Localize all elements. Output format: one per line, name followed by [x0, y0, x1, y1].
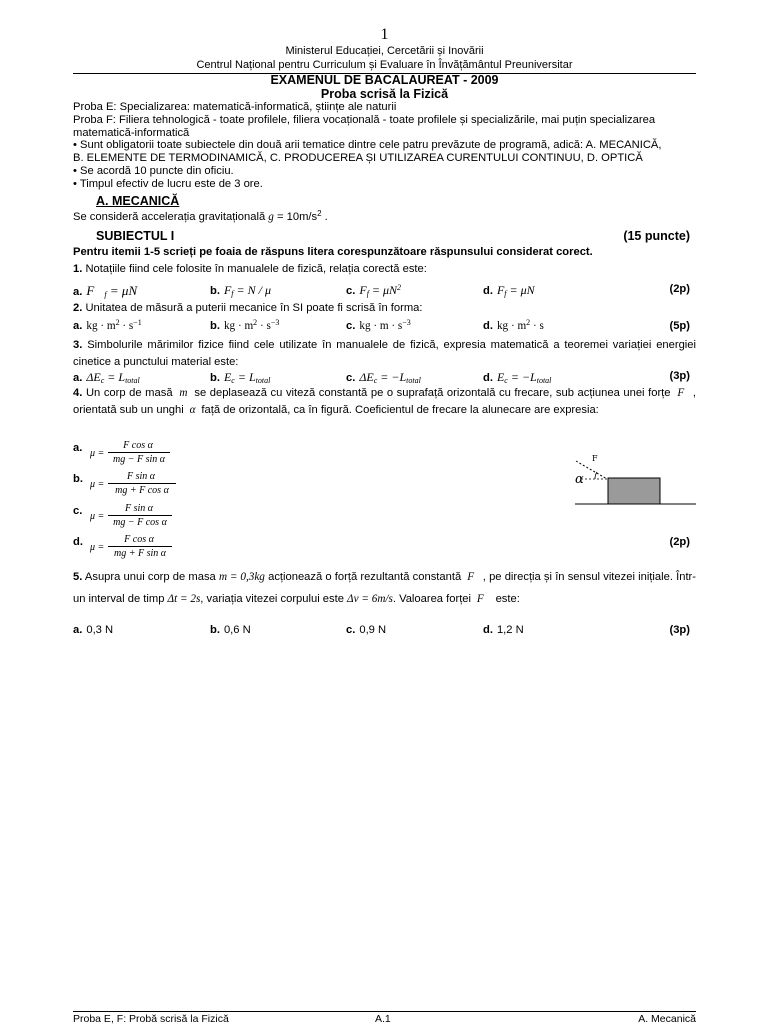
question-points: (2p)	[669, 283, 690, 295]
question-5-options	[73, 624, 690, 638]
mass-value: m = 0,3kg	[218, 571, 265, 583]
option-b: b. 0,6 N	[210, 624, 251, 636]
incline-force-figure	[573, 452, 698, 512]
question-text: . Valoarea forței	[392, 593, 472, 605]
gravity-statement: Se consideră accelerația gravitațională $g = 10m/s^2$ .	[73, 209, 328, 223]
intro-line: • Timpul efectiv de lucru este de 3 ore.	[73, 177, 263, 190]
subject-heading	[96, 229, 690, 243]
option-b: b. $F_f = N / \mu$	[210, 283, 271, 298]
page-number: 1	[380, 26, 389, 43]
option-c: c. $F_f = \mu N^2$	[346, 283, 402, 298]
ministry-name: Ministerul Educației, Cercetării și Inovării	[285, 45, 484, 57]
question-points: (5p)	[669, 320, 690, 332]
question-2	[73, 300, 696, 317]
option-d: d. $F_f = \mu N$	[483, 283, 535, 298]
exam-page: 1 Ministerul Educației, Cercetării și Inovării Centrul Național pentru Curriculum și Evaluare în Învățământul Preuniversitar EXAMENUL DE BACALAUREAT - 2009 Proba scrisă la Fizică Proba E: Specializarea: matematică-informatică, științe ale naturii Proba F: Filiera tehnologică - toate profilele, filiera vocațională - toate profilele și specializările, mai puțin specializarea matematică-informatică • Sunt obligatorii toate subiectele din două arii tematice dintre cele patru prevăzute de programă, adică: A. MECANICĂ, B. ELEMENTE DE TERMODINAMICĂ, C. PRODUCEREA ȘI UTILIZAREA CURENTULUI CONTINUU, D. OPTICĂ • Se acordă 10 puncte din oficiu. • Timpul efectiv de lucru este de 3 ore. A. MECANICĂ Se consideră accelerația gravitațională $g = 10m/s^2$ . SUBIECTUL I (15 puncte) Pentru itemii 1-5 scrieți pe foaia de răspuns litera corespunzătoare răspunsului considerat corect. 1. Notațiile fiind cele folosite în manualele de fizică, relația corectă este: a. $F⃗_f$ = μN⃗ b. $F_f = N / \mu$ c. $F_f = \mu N^2$ d. $F_f = \mu N$ (2p) 2. Unitatea de măsură a puterii mecanice în SI poate fi scrisă în forma: a. kg · $m^2 \cdot s^{-1}$ b. kg · $m^2 \cdot s^{-3}$ c. kg · $m \cdot s^{-3}$ d. kg · $m^2 \cdot s$ (5p) 3. Simbolurile mărimilor fizice fiind cele utilizate în manualele de fizică, expresia matematică a teoremei variației energiei cinetice a punctului material este: a. $\Delta E_c = L_{total}$ b. $E_c = L_{total}$ c. $\Delta E_c = -L_{total}$ d. $E_c = -L_{total}$ (3p) 4. Un corp de masă m se deplasează cu viteză constantă pe o suprafață orizontală cu frecare, sub acțiunea unei forțe F⃗, orientată sub un unghi α față de orizontală, ca în figură. Coeficientul de frecare la alunecare are expresia: a. μ = F cos α mg − F sin α b. μ = F sin α mg + F cos α c. μ = F sin α mg − F cos α d. μ = F cos α mg + F sin α (2p) F α 5. Asupra unui corp de masa m = 0,3kg acționează o forță rezultantă constantă F⃗, pe direcția și în sensul vitezei inițiale. Într-un interval de timp Δt = 2s, variația vitezei corpului este Δv = 6m/s. Valoarea forței F⃗ este: a. 0,3 N b. 0,6 N c. 0,9 N d. 1,2 N (3p) Proba E, F: Probă scrisă la Fizică A.1 A. Mecanică	[73, 26, 697, 1025]
option-b: b. $E_c = L_{total}$	[210, 370, 271, 385]
intro-line: • Sunt obligatorii toate subiectele din două arii tematice dintre cele patru prevăzute de programă, adică: A. MECANICĂ,	[73, 139, 662, 152]
footer-center: A.1	[375, 1013, 391, 1025]
question-text: , orientată sub un unghi	[73, 387, 697, 416]
option-d: d. $E_c = -L_{total}$	[483, 370, 552, 385]
question-4: 4. Un corp de masă m se deplasează cu viteză constantă pe o suprafață orizontală cu frecare, sub acțiunea unei forțe F⃗, orientată sub un unghi α față de orizontală, ca în figură. Coeficientul de frecare la alunecare are expresia:	[73, 387, 697, 416]
question-text: Notațiile fiind cele folosite în manualele de fizică, relația corectă este:	[85, 263, 427, 275]
center-name: Centrul Național pentru Curriculum și Evaluare în Învățământul Preuniversitar	[196, 59, 573, 71]
instruction-text: Pentru itemii 1-5 scrieți pe foaia de răspuns litera corespunzătoare răspunsului considerat corect.	[73, 246, 593, 258]
question-points: (3p)	[669, 624, 690, 636]
question-3	[73, 337, 696, 370]
question-points: (2p)	[669, 536, 690, 548]
intro-line: Proba F: Filiera tehnologică - toate profilele, filiera vocațională - toate profilele și specializările, mai puțin specializarea	[73, 113, 656, 126]
option-c: c. kg · $m \cdot s^{-3}$	[346, 318, 411, 332]
question-2-options	[73, 320, 690, 334]
option-letter: a.	[73, 442, 83, 454]
question-text: Unitatea de măsură a puterii mecanice în SI poate fi scrisă în forma:	[85, 302, 423, 314]
question-text: Simbolurile mărimilor fizice fiind cele utilizate în manualele de fizică, expresia matematică a teoremei variației energiei cinetice a punctului material este:	[73, 339, 697, 368]
intro-line: matematică-informatică	[73, 126, 190, 139]
question-text: , variația vitezei corpului este	[200, 593, 344, 605]
question-number: 2.	[73, 302, 83, 314]
question-text: acționează o forță rezultantă constantă	[268, 571, 462, 583]
option-a: a. kg · $m^2 \cdot s^{-1}$	[73, 318, 142, 332]
option-b: b. kg · $m^2 \cdot s^{-3}$	[210, 318, 280, 332]
intro-line: B. ELEMENTE DE TERMODINAMICĂ, C. PRODUCEREA ȘI UTILIZAREA CURENTULUI CONTINUU, D. OPTICĂ	[73, 152, 643, 165]
option-c: c. 0,9 N	[346, 624, 387, 636]
option-letter: d.	[73, 536, 83, 548]
gravity-text: Se consideră accelerația gravitațională	[73, 211, 266, 223]
gravity-symbol: g	[268, 211, 274, 223]
exam-title: EXAMENUL DE BACALAUREAT - 2009	[270, 73, 499, 87]
question-text: Asupra unui corp de masa	[84, 571, 216, 583]
question-1	[73, 261, 696, 278]
option-a: a. $F⃗_f$ = μN⃗	[73, 283, 148, 299]
velocity-change: Δv = 6m/s	[347, 593, 393, 605]
subject-title: SUBIECTUL I	[96, 229, 175, 243]
intro-line: Proba E: Specializarea: matematică-informatică, științe ale naturii	[73, 101, 397, 113]
exam-intro	[73, 101, 696, 191]
question-text: Un corp de masă	[85, 387, 173, 399]
gravity-exponent: 2	[317, 209, 322, 218]
question-4-points-row	[73, 536, 690, 550]
option-a: a. 0,3 N	[73, 624, 114, 636]
question-text: , pe direcția și în sensul vitezei inițiale. Într-un interval de timp	[73, 571, 697, 605]
time-interval: Δt = 2s	[167, 593, 201, 605]
footer-divider	[73, 1011, 696, 1012]
block	[608, 478, 660, 504]
gravity-value: = 10m/s	[276, 211, 318, 223]
question-3-options	[73, 370, 690, 384]
option-d: d. 1,2 N	[483, 624, 524, 636]
block-diagram	[573, 452, 698, 512]
option-c: c. $\Delta E_c = -L_{total}$	[346, 370, 421, 385]
question-number: 4.	[73, 387, 83, 399]
question-text: este:	[495, 593, 520, 605]
option-letter: b.	[73, 473, 83, 485]
option-d: d. kg · $m^2 \cdot s$	[483, 318, 544, 332]
angle-label: α	[575, 472, 584, 487]
question-number: 1.	[73, 263, 83, 275]
intro-line: • Se acordă 10 puncte din oficiu.	[73, 164, 234, 177]
footer-right: A. Mecanică	[638, 1013, 696, 1025]
footer-left: Proba E, F: Probă scrisă la Fizică	[73, 1013, 229, 1025]
question-number: 3.	[73, 339, 83, 351]
angle-arc	[595, 472, 597, 479]
option-letter: c.	[73, 505, 83, 517]
question-text: se deplasează cu viteză constantă pe o suprafață orizontală cu frecare, sub acțiunea unei forțe	[194, 387, 671, 399]
exam-subtitle: Proba scrisă la Fizică	[320, 87, 449, 101]
force-label: F	[592, 454, 598, 463]
question-text: față de orizontală, ca în figură. Coeficientul de frecare la alunecare are expresia:	[201, 403, 599, 416]
section-title: A. MECANICĂ	[96, 194, 180, 208]
question-number: 5.	[73, 571, 83, 583]
question-5: 5. Asupra unui corp de masa m = 0,3kg acționează o forță rezultantă constantă F⃗, pe direcția și în sensul vitezei inițiale. Într-un interval de timp Δt = 2s, variația vitezei corpului este Δv = 6m/s. Valoarea forței F⃗ este:	[73, 571, 697, 605]
question-points: (3p)	[669, 370, 690, 382]
subject-points: (15 puncte)	[623, 229, 690, 243]
question-1-options	[73, 283, 690, 297]
option-a: a. $\Delta E_c = L_{total}$	[73, 370, 140, 385]
